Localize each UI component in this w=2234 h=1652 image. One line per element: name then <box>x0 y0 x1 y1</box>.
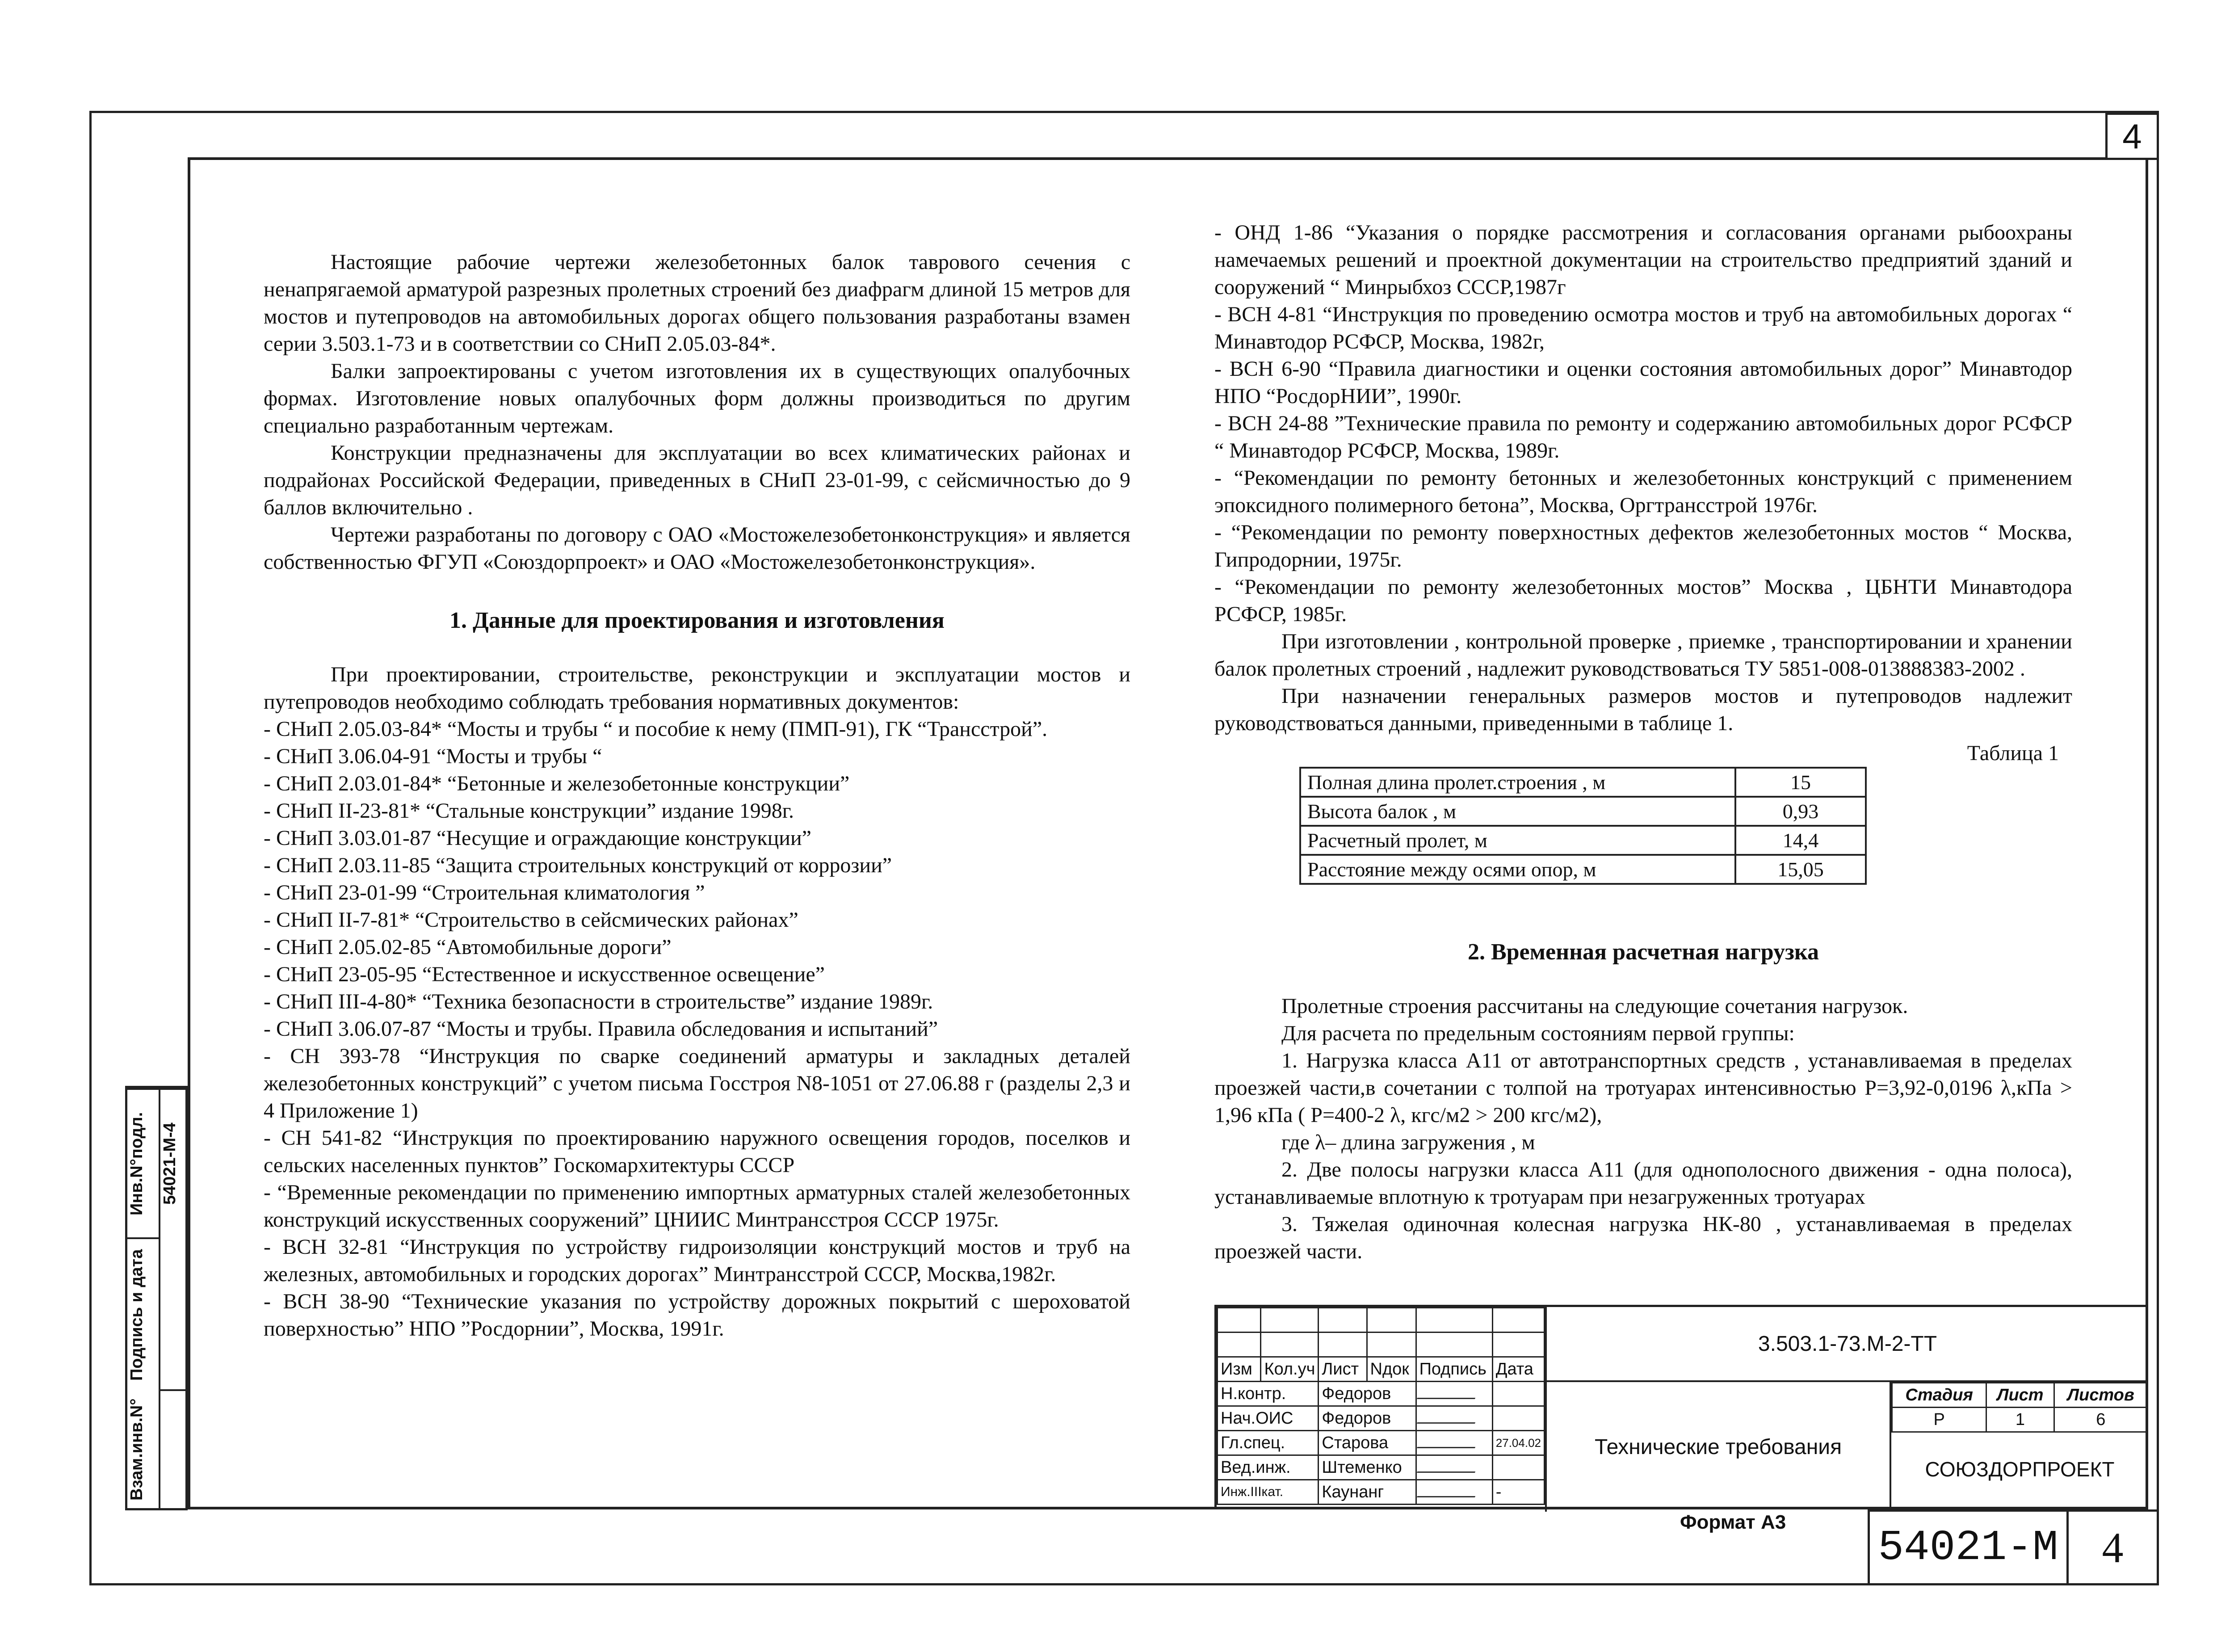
staff-role: Нач.ОИС <box>1218 1406 1319 1431</box>
col-header: Лист <box>1319 1357 1367 1382</box>
staff-date <box>1492 1406 1544 1431</box>
norm-doc: - СНиП 3.03.01-87 “Несущие и ограждающие конструкции” <box>264 826 811 850</box>
signature <box>1416 1455 1492 1480</box>
signature <box>1416 1382 1492 1406</box>
sheet-number-box <box>2105 113 2159 160</box>
org-name: СОЮЗДОРПРОЕКТ <box>1925 1458 2115 1481</box>
staff-name: Федоров <box>1319 1406 1416 1431</box>
table-cell-value: 0,93 <box>1735 797 1866 826</box>
section1-title: 1. Данные для проектирования и изготовления <box>449 608 945 633</box>
table1-caption: Таблица 1 <box>1967 741 2059 765</box>
side-stamp-values <box>160 1088 185 1508</box>
table-row <box>1300 855 1866 884</box>
staff-row <box>1218 1455 1545 1480</box>
section1-lead: При проектировании, строительстве, реконструкции и эксплуатации мостов и путепроводов необходимо соблюдать требования нормативных документов: <box>264 663 1130 714</box>
side-label-replace: Взам.инв.N° <box>127 1398 146 1501</box>
load-para: где λ– длина загружения , м <box>1281 1131 1535 1154</box>
table-row <box>1300 797 1866 826</box>
load-para: 1. Нагрузка класса А11 от автотранспортных средств , устанавливаемая в пределах проезжей части,в сочетании с толпой на тротуарах интенсивностью Р=3,92-0,0196 λ,кПа > 1,96 кПа ( Р=400-2 λ, кгс/м2 > 200 кгс/м2), <box>1214 1049 2072 1127</box>
col-header: Подпись <box>1416 1357 1492 1382</box>
doc-code: 3.503.1-73.М-2-ТТ <box>1758 1332 1937 1356</box>
side-label-sign: Подпись и дата <box>127 1237 159 1391</box>
col-header: Дата <box>1492 1357 1544 1382</box>
side-label-inv: Инв.N°подл. <box>127 1088 159 1237</box>
norm-doc: - “Рекомендации по ремонту железобетонных мостов” Москва , ЦБНТИ Минавтодора РСФСР, 1985г. <box>1214 575 2072 626</box>
table-row <box>1300 826 1866 855</box>
intro-para-3: Конструкции предназначены для эксплуатации во всех климатических районах и подрайонах Российской Федерации, приведенных в СНиП 23-01-99, с сейсмичностью до 9 баллов включительно . <box>264 441 1130 519</box>
table-cell-label: Расчетный пролет, м <box>1300 826 1735 855</box>
norm-doc: - ВСН 38-90 “Технические указания по устройству дорожных покрытий с шероховатой поверхностью” НПО ”Росдорнии”, Москва, 1991г. <box>264 1290 1130 1341</box>
staff-name: Федоров <box>1319 1382 1416 1406</box>
revision-grid <box>1217 1307 1545 1505</box>
load-para: Пролетные строения рассчитаны на следующие сочетания нагрузок. <box>1281 994 1908 1018</box>
norm-doc: - СНиП III-4-80* “Техника безопасности в строительстве” издание 1989г. <box>264 990 933 1013</box>
staff-name: Старова <box>1319 1431 1416 1455</box>
table-row <box>1300 768 1866 797</box>
right-column <box>1214 219 2072 1265</box>
staff-role: Вед.инж. <box>1218 1455 1319 1480</box>
left-column <box>264 248 1130 1342</box>
dimensions-para: При назначении генеральных размеров мостов и путепроводов надлежит руководствоваться данными, приведенными в таблице 1. <box>1214 684 2072 735</box>
norm-doc: - СНиП 3.06.04-91 “Мосты и трубы “ <box>264 744 602 768</box>
stage-label: Стадия <box>1892 1383 1986 1408</box>
norm-doc: - ВСН 6-90 “Правила диагностики и оценки состояния автомобильных дорог” Минавтодор НПО “РосдорНИИ”, 1990г. <box>1214 357 2072 408</box>
norm-doc: - СНиП II-7-81* “Строительство в сейсмических районах” <box>264 908 798 932</box>
table-cell-label: Полная длина пролет.строения , м <box>1300 768 1735 797</box>
norm-docs-list <box>264 715 1130 1342</box>
col-header: Кол.уч <box>1261 1357 1319 1382</box>
side-stamp <box>125 1086 188 1510</box>
side-inv-value: 54021-М-4 <box>160 1088 185 1237</box>
staff-row <box>1218 1480 1545 1505</box>
table-cell-value: 14,4 <box>1735 826 1866 855</box>
staff-name: Каунанг <box>1319 1480 1416 1505</box>
col-header: Изм <box>1218 1357 1261 1382</box>
staff-role: Инж.IIIкат. <box>1218 1480 1319 1505</box>
staff-date: 27.04.02 <box>1492 1431 1544 1455</box>
doc-code-cell <box>1545 1307 2148 1382</box>
norm-doc: - “Рекомендации по ремонту бетонных и железобетонных конструкций с применением эпоксидного полимерного бетона”, Москва, Оргтрансстрой 1976г. <box>1214 466 2072 517</box>
org-cell <box>1891 1427 2148 1512</box>
sheet-number: 4 <box>2122 116 2142 156</box>
norm-doc: - ВСН 24-88 ”Технические правила по ремонту и содержанию автомобильных дорог РСФСР “ Минавтодор РСФСР, Москва, 1989г. <box>1214 412 2072 462</box>
side-stamp-labels <box>127 1088 160 1508</box>
col-header: Nдок <box>1367 1357 1416 1382</box>
norm-doc: - “Рекомендации по ремонту поверхностных дефектов железобетонных мостов “ Москва, Гипродорнии, 1975г. <box>1214 521 2072 572</box>
load-para: 2. Две полосы нагрузки класса А11 (для однополосного движения - одна полоса), устанавливаемые вплотную к тротуарам при незагруженных тротуарах <box>1214 1158 2072 1209</box>
inv-box <box>1868 1509 2159 1585</box>
sheet-value: 1 <box>1986 1408 2054 1432</box>
stage-grid <box>1891 1382 2148 1433</box>
signature <box>1416 1431 1492 1455</box>
norm-doc: - “Временные рекомендации по применению импортных арматурных сталей железобетонных конструкций искусственных сооружений” ЦНИИС Минтрансстроя СССР 1975г. <box>264 1181 1130 1232</box>
norm-doc: - СН 541-82 “Инструкция по проектированию наружного освещения городов, поселков и сельских населенных пунктов” Госкомархитектуры СССР <box>264 1126 1130 1177</box>
sheets-label: Листов <box>2054 1383 2147 1408</box>
intro-para-4: Чертежи разработаны по договору с ОАО «Мостожелезобетонконструкция» и является собственностью ФГУП «Союздорпроект» и ОАО «Мостожелезобетонконструкция». <box>264 523 1130 574</box>
signature <box>1416 1480 1492 1505</box>
staff-role: Н.контр. <box>1218 1382 1319 1406</box>
sheets-value: 6 <box>2054 1408 2147 1432</box>
sheet-title-cell <box>1545 1382 1891 1512</box>
norm-doc: - СНиП II-23-81* “Стальные конструкции” издание 1998г. <box>264 799 794 823</box>
norm-doc: - СН 393-78 “Инструкция по сварке соединений арматуры и закладных деталей железобетонных конструкций” с учетом письма Госстроя N8-1051 от 27.06.88 г (разделы 2,3 и 4 Приложение 1) <box>264 1044 1130 1122</box>
norm-doc: - СНиП 23-01-99 “Строительная климатология ” <box>264 881 705 904</box>
intro-para-1: Настоящие рабочие чертежи железобетонных балок таврового сечения с ненапрягаемой арматурой разрезных пролетных строений без диафрагм длиной 15 метров для мостов и путепроводов на автомобильных дорогах общего пользования разработаны взамен серии 3.503.1-73 и в соответствии со СНиП 2.05.03-84*. <box>264 250 1130 356</box>
staff-row <box>1218 1382 1545 1406</box>
table-cell-label: Расстояние между осями опор, м <box>1300 855 1735 884</box>
staff-date: - <box>1492 1480 1544 1505</box>
table-cell-label: Высота балок , м <box>1300 797 1735 826</box>
norm-doc: - ВСН 32-81 “Инструкция по устройству гидроизоляции конструкций мостов и труб на железных, автомобильных и городских дорогах” Минтрансстрой СССР, Москва,1982г. <box>264 1235 1130 1286</box>
staff-date <box>1492 1382 1544 1406</box>
load-para: Для расчета по предельным состояниям первой группы: <box>1281 1021 1795 1045</box>
signature <box>1416 1406 1492 1431</box>
norm-doc: - СНиП 2.05.03-84* “Мосты и трубы “ и пособие к нему (ПМП-91), ГК “Трансстрой”. <box>264 717 1048 741</box>
staff-date <box>1492 1455 1544 1480</box>
norm-doc: - СНиП 3.06.07-87 “Мосты и трубы. Правила обследования и испытаний” <box>264 1017 938 1041</box>
inv-number: 54021-М <box>1870 1512 2069 1583</box>
manufacturing-para: При изготовлении , контрольной проверке , приемке , транспортировании и хранении балок пролетных строений , надлежит руководствоваться ТУ 5851-008-013888383-2002 . <box>1214 630 2072 681</box>
format-label: Формат А3 <box>1680 1511 1786 1533</box>
staff-name: Штеменко <box>1319 1455 1416 1480</box>
staff-role: Гл.спец. <box>1218 1431 1319 1455</box>
norm-doc: - ВСН 4-81 “Инструкция по проведению осмотра мостов и труб на автомобильных дорогах “ Минавтодор РСФСР, Москва, 1982г, <box>1214 303 2072 353</box>
page-number: 4 <box>2102 1523 2124 1572</box>
stage-value: Р <box>1892 1408 1986 1432</box>
norm-doc: - СНиП 2.05.02-85 “Автомобильные дороги” <box>264 935 672 959</box>
table-cell-value: 15 <box>1735 768 1866 797</box>
norm-doc: - СНиП 2.03.11-85 “Защита строительных конструкций от коррозии” <box>264 853 892 877</box>
section2-title: 2. Временная расчетная нагрузка <box>1467 939 1819 965</box>
table-cell-value: 15,05 <box>1735 855 1866 884</box>
staff-row <box>1218 1431 1545 1455</box>
title-block <box>1214 1305 2148 1509</box>
norm-doc: - ОНД 1-86 “Указания о порядке рассмотрения и согласования органами рыбоохраны намечаемых решений и проектной документации на строительство предприятий зданий и сооружений “ Минрыбхоз СССР,1987г <box>1214 221 2072 299</box>
norm-doc: - СНиП 2.03.01-84* “Бетонные и железобетонные конструкции” <box>264 772 850 795</box>
load-para: 3. Тяжелая одиночная колесная нагрузка НК-80 , устанавливаемая в пределах проезжей части. <box>1214 1212 2072 1263</box>
norm-doc: - СНиП 23-05-95 “Естественное и искусственное освещение” <box>264 963 825 986</box>
sheet-title: Технические требования <box>1594 1435 1842 1459</box>
sheet-label: Лист <box>1986 1383 2054 1408</box>
revision-header <box>1218 1357 1545 1382</box>
parameters-table <box>1299 767 1867 885</box>
staff-row <box>1218 1406 1545 1431</box>
intro-para-2: Балки запроектированы с учетом изготовления их в существующих опалубочных формах. Изготовление новых опалубочных форм должны производиться по другим специально разработанным чертежам. <box>264 359 1130 437</box>
